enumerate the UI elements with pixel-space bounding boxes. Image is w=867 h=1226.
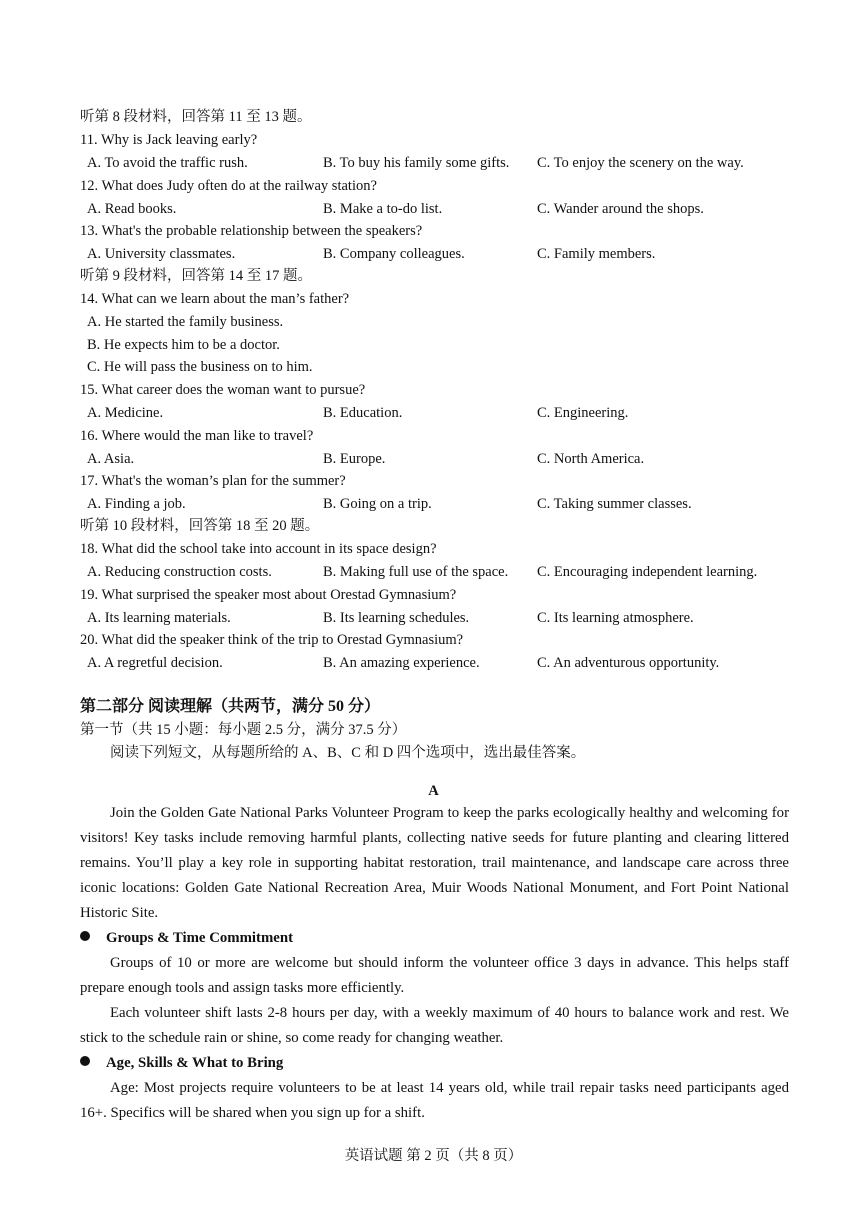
q12-option-c: C. Wander around the shops.: [537, 201, 704, 217]
question-20: 20. What did the speaker think of the trip to Orestad Gymnasium?: [80, 632, 464, 648]
q13-option-b: B. Company colleagues.: [323, 246, 465, 262]
question-13: 13. What's the probable relationship between the speakers?: [80, 223, 423, 239]
heading-age-skills-text: Age, Skills & What to Bring: [106, 1055, 284, 1071]
q19-option-c: C. Its learning atmosphere.: [537, 610, 694, 626]
question-11: 11. Why is Jack leaving early?: [80, 132, 258, 148]
material-10-heading: 听第 10 段材料，回答第 18 至 20 题。: [80, 518, 320, 534]
q15-option-c: C. Engineering.: [537, 405, 629, 421]
bullet-dot: [80, 931, 90, 941]
q20-option-a: A. A regretful decision.: [87, 655, 223, 671]
q15-option-b: B. Education.: [323, 405, 403, 421]
heading-groups-time: [80, 929, 293, 947]
passage-paragraph-4: Age: Most projects require volunteers to be at least 14 years old, while trail repair tasks need participants aged 16+. Specifics will be shared when you sign up for a shift.: [80, 1080, 789, 1121]
passage-label: A: [428, 783, 439, 799]
material-9-heading: 听第 9 段材料，回答第 14 至 17 题。: [80, 268, 312, 284]
passage-paragraph-1: Join the Golden Gate National Parks Volunteer Program to keep the parks ecologically healthy and welcoming for visitors! Key tasks include removing harmful plants, collecting native seeds for future planting and clearing littered remains. You’ll play a key role in supporting habitat restoration, trail maintenance, and landscape care across three iconic locations: Golden Gate National Recreation Area, Muir Woods National Monument, and Fort Point National Historic Site.: [80, 805, 789, 921]
material-8-heading: 听第 8 段材料，回答第 11 至 13 题。: [80, 109, 312, 125]
q16-option-a: A. Asia.: [87, 451, 135, 467]
question-14: 14. What can we learn about the man’s father?: [80, 291, 350, 307]
q14-option-b: B. He expects him to be a doctor.: [87, 337, 280, 353]
q20-option-b: B. An amazing experience.: [323, 655, 480, 671]
q19-option-a: A. Its learning materials.: [87, 610, 231, 626]
q17-option-b: B. Going on a trip.: [323, 496, 432, 512]
q18-option-b: B. Making full use of the space.: [323, 564, 509, 580]
part-two-title: 第二部分 阅读理解（共两节，满分 50 分）: [80, 698, 381, 715]
page-footer: 英语试题 第 2 页（共 8 页）: [344, 1148, 523, 1164]
q11-option-b: B. To buy his family some gifts.: [323, 155, 510, 171]
question-19: 19. What surprised the speaker most about Orestad Gymnasium?: [80, 587, 457, 603]
q18-option-a: A. Reducing construction costs.: [87, 564, 272, 580]
q12-option-a: A. Read books.: [87, 201, 177, 217]
q13-option-a: A. University classmates.: [87, 246, 236, 262]
q17-option-c: C. Taking summer classes.: [537, 496, 692, 512]
q11-option-a: A. To avoid the traffic rush.: [87, 155, 248, 171]
q13-option-c: C. Family members.: [537, 246, 656, 262]
q17-option-a: A. Finding a job.: [87, 496, 186, 512]
q11-option-c: C. To enjoy the scenery on the way.: [537, 155, 744, 171]
section-one-title: 第一节（共 15 小题：每小题 2.5 分，满分 37.5 分）: [80, 722, 407, 738]
question-16: 16. Where would the man like to travel?: [80, 428, 314, 444]
heading-age-skills: [80, 1054, 283, 1072]
reading-instruction: 阅读下列短文，从每题所给的 A、B、C 和 D 四个选项中，选出最佳答案。: [110, 745, 586, 761]
q19-option-b: B. Its learning schedules.: [323, 610, 470, 626]
heading-groups-time-text: Groups & Time Commitment: [106, 930, 294, 946]
q15-option-a: A. Medicine.: [87, 405, 164, 421]
q16-option-b: B. Europe.: [323, 451, 386, 467]
q18-option-c: C. Encouraging independent learning.: [537, 564, 758, 580]
bullet-dot: [80, 1056, 90, 1066]
q12-option-b: B. Make a to-do list.: [323, 201, 443, 217]
question-18: 18. What did the school take into account in its space design?: [80, 541, 437, 557]
q14-option-c: C. He will pass the business on to him.: [87, 359, 313, 375]
q20-option-c: C. An adventurous opportunity.: [537, 655, 720, 671]
q16-option-c: C. North America.: [537, 451, 645, 467]
q14-option-a: A. He started the family business.: [87, 314, 284, 330]
passage-paragraph-2: Groups of 10 or more are welcome but should inform the volunteer office 3 days in advance. This helps staff prepare enough tools and assign tasks more efficiently.: [80, 955, 789, 996]
question-17: 17. What's the woman’s plan for the summer?: [80, 473, 346, 489]
question-15: 15. What career does the woman want to pursue?: [80, 382, 366, 398]
question-12: 12. What does Judy often do at the railway station?: [80, 178, 377, 194]
passage-paragraph-3: Each volunteer shift lasts 2-8 hours per day, with a weekly maximum of 40 hours to balance work and rest. We stick to the schedule rain or shine, so come ready for changing weather.: [80, 1005, 789, 1046]
